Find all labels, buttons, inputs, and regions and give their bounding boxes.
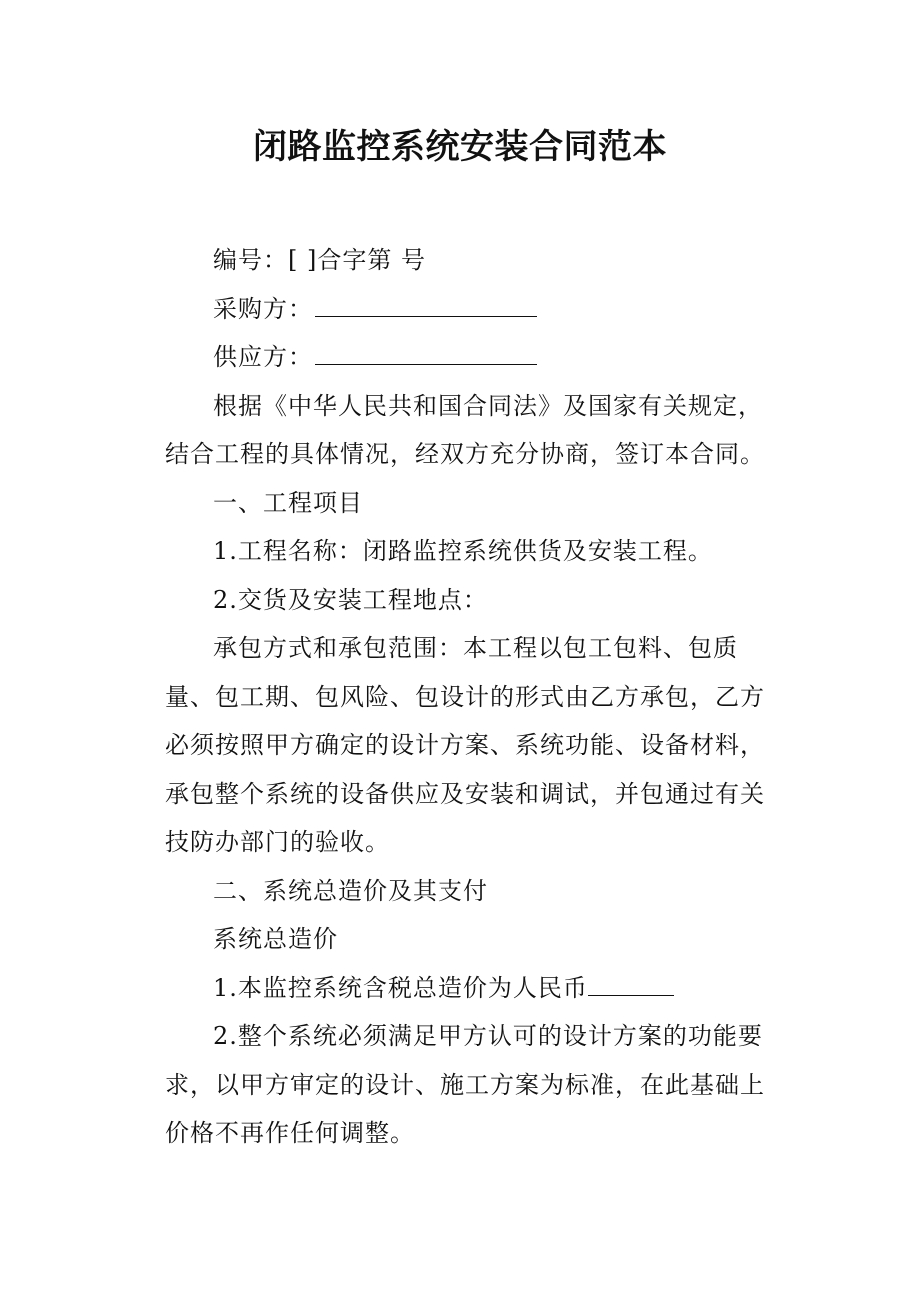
document-body (165, 236, 765, 1158)
contract-number-line (165, 236, 765, 285)
section-2-heading: 二、系统总造价及其支付 (213, 876, 488, 905)
total-price-subheading: 系统总造价 (213, 925, 338, 953)
purchaser-label: 采购方： (213, 294, 313, 323)
supplier-label: 供应方： (213, 343, 313, 371)
total-price-text: 1.本监控系统含税总造价为人民币 (213, 973, 588, 1002)
contract-scope-paragraph: 承包方式和承包范围：本工程以包工包料、包质量、包工期、包风险、包设计的形式由乙方承包，乙方必须按照甲方确定的设计方案、系统功能、设备材料，承包整个系统的设备供应及安装和调试，并包通过有关技防办部门的验收。 (165, 634, 765, 856)
supplier-line (165, 333, 765, 382)
total-price-blank (588, 975, 674, 996)
total-price-item (165, 964, 765, 1013)
contract-number-text: 编号：[ ]合字第 号 (213, 246, 426, 274)
document-title: 闭路监控系统安装合同范本 (253, 127, 667, 167)
purchaser-blank (315, 296, 537, 317)
project-name-item: 1.工程名称：闭路监控系统供货及安装工程。 (213, 537, 713, 565)
project-location-item: 2.交货及安装工程地点： (213, 585, 488, 614)
intro-paragraph: 根据《中华人民共和国合同法》及国家有关规定，结合工程的具体情况，经双方充分协商，签订本合同。 (165, 391, 765, 468)
purchaser-line (165, 285, 765, 334)
price-adjustment-item: 2.整个系统必须满足甲方认可的设计方案的功能要求，以甲方审定的设计、施工方案为标准，在此基础上价格不再作任何调整。 (165, 1022, 765, 1147)
section-1-heading: 一、工程项目 (213, 488, 363, 517)
supplier-blank (315, 344, 537, 365)
